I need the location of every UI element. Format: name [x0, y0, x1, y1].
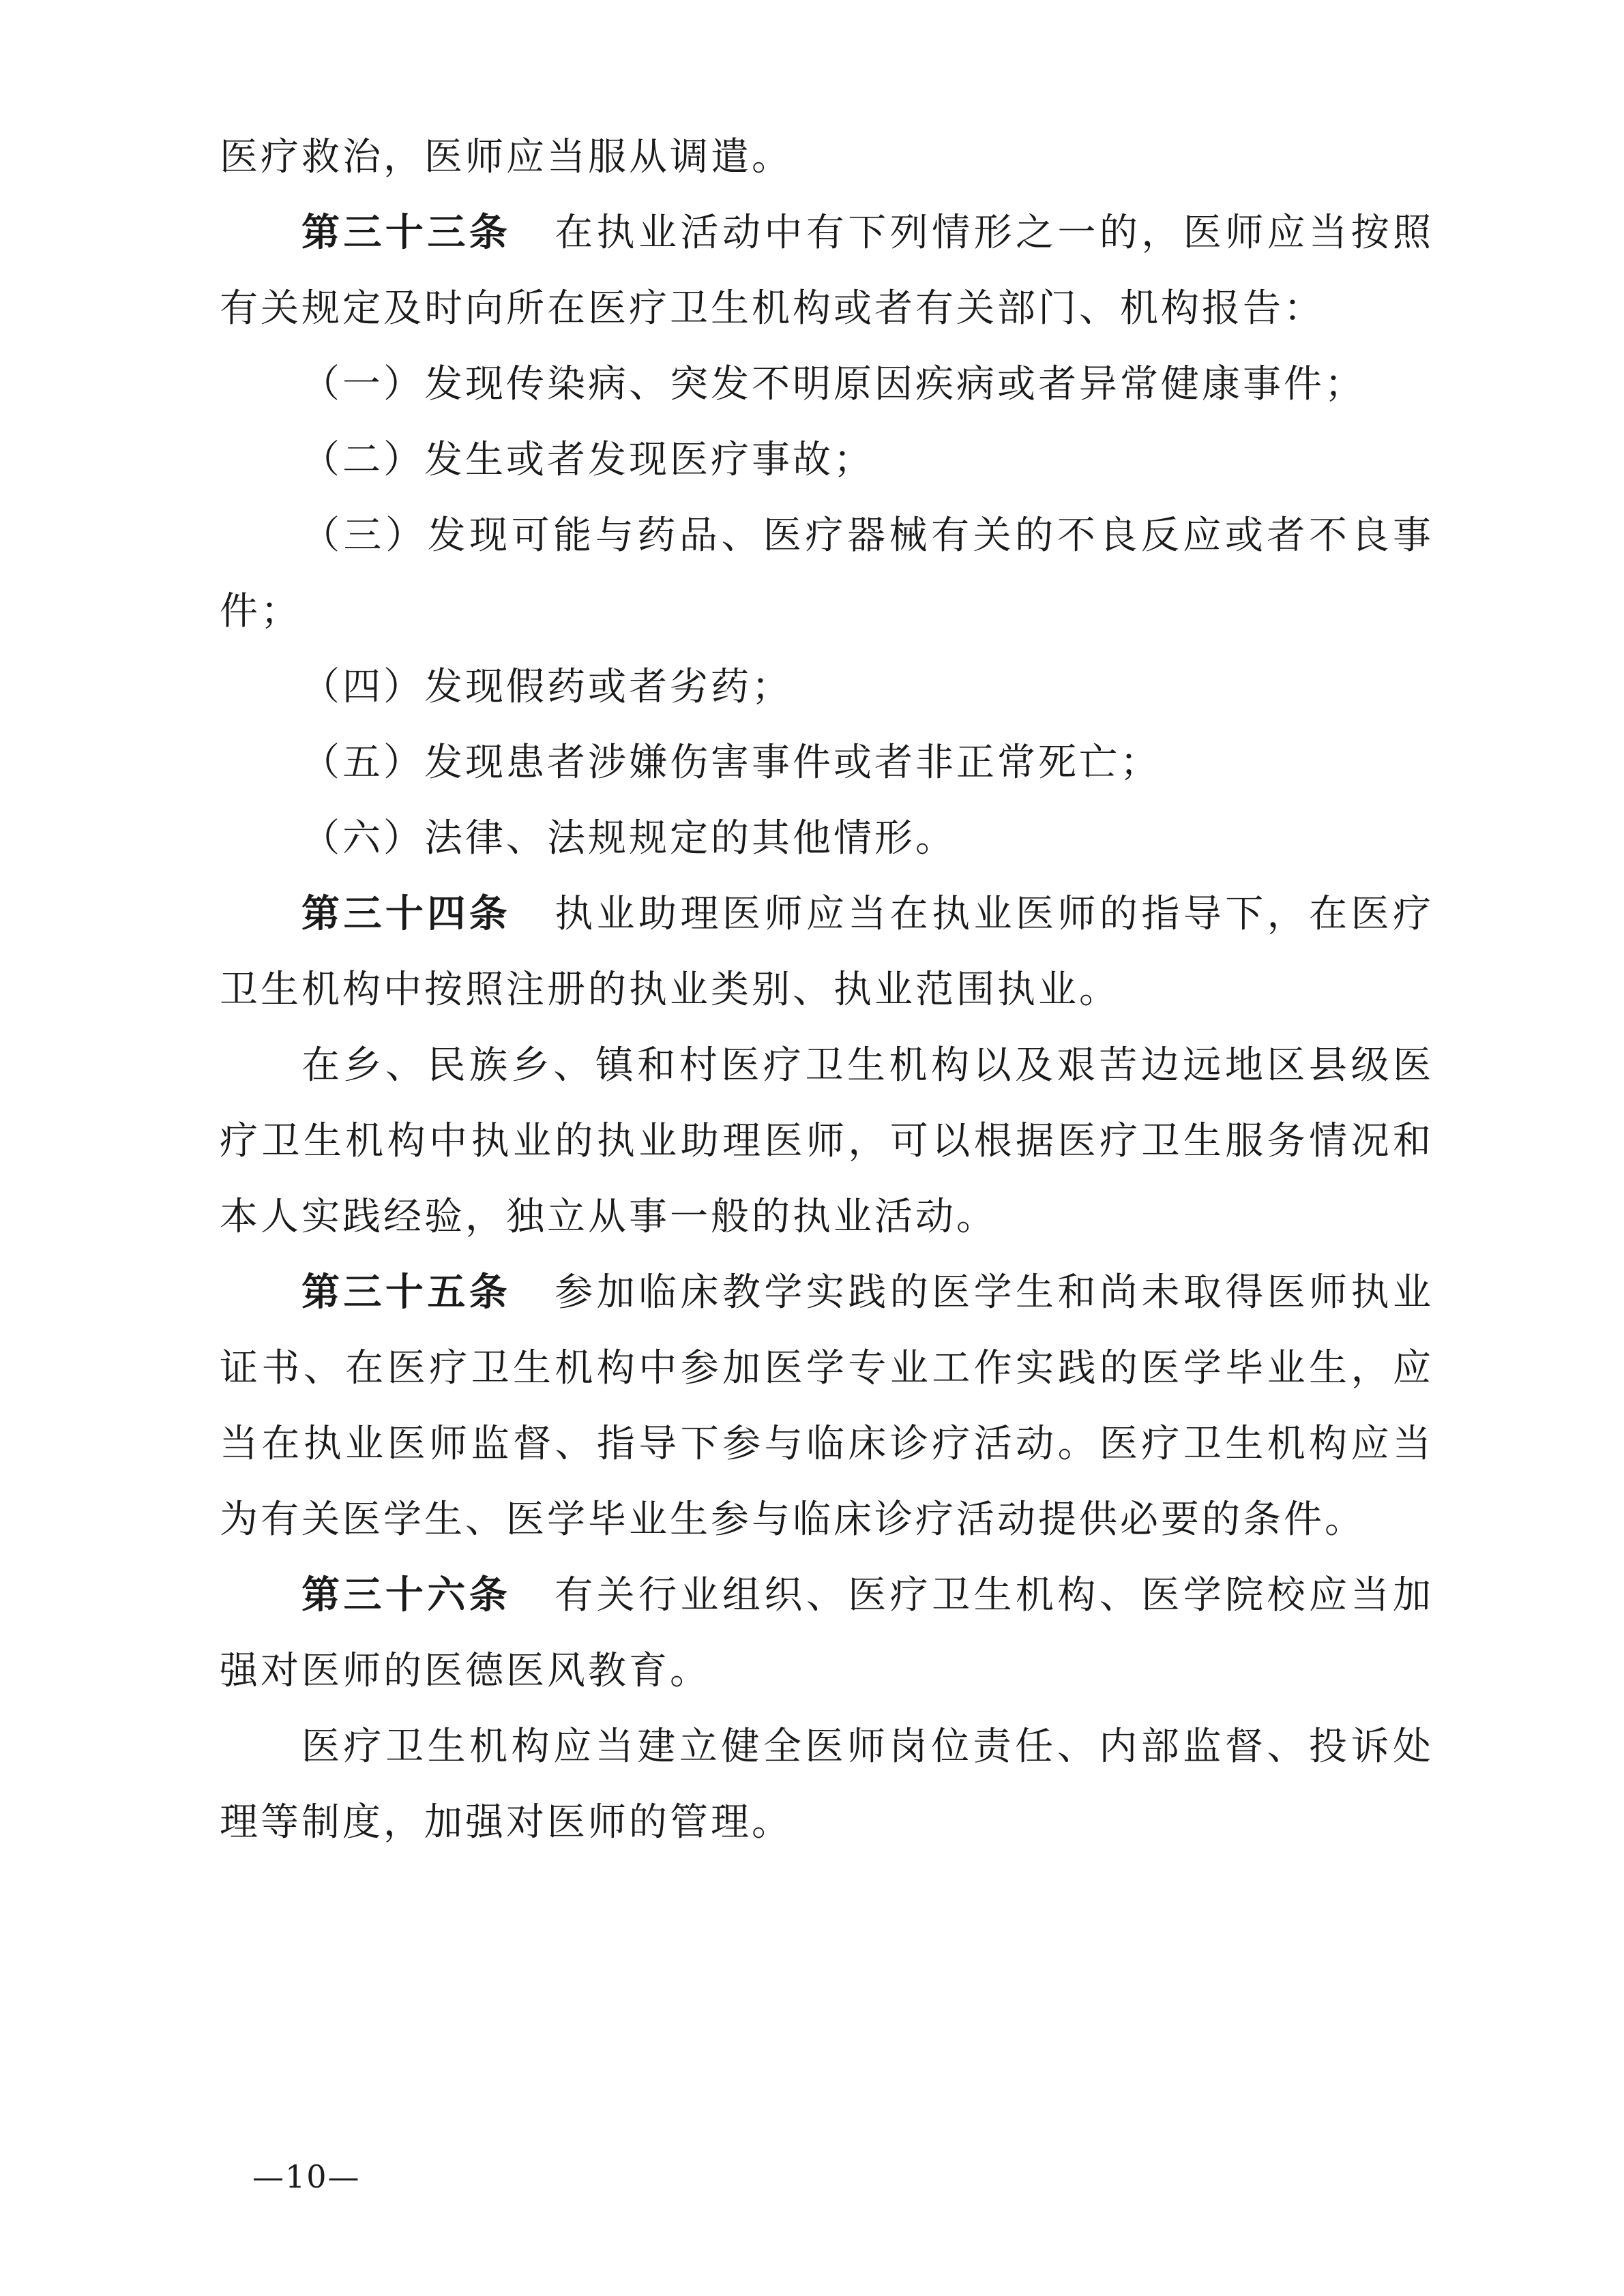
- list-item: [220, 725, 1434, 801]
- paragraph-text: 在执业活动中有下列情形之一的，医师应当按照有关规定及时向所在医疗卫生机构或者有关部门、机构报告：: [220, 211, 1434, 331]
- document-body: [220, 119, 1434, 1860]
- list-item: [220, 498, 1434, 649]
- paragraph-text: 在乡、民族乡、镇和村医疗卫生机构以及艰苦边远地区县级医疗卫生机构中执业的执业助理医师，可以根据医疗卫生服务情况和本人实践经验，独立从事一般的执业活动。: [220, 1043, 1434, 1239]
- article-36: [220, 1557, 1434, 1709]
- paragraph-text: （二）发生或者发现医疗事故；: [301, 438, 874, 482]
- paragraph-text: 医疗卫生机构应当建立健全医师岗位责任、内部监督、投诉处理等制度，加强对医师的管理。: [220, 1725, 1434, 1845]
- article-heading: 第三十六条: [301, 1573, 512, 1617]
- paragraph-text: 有关行业组织、医疗卫生机构、医学院校应当加强对医师的医德医风教育。: [220, 1573, 1434, 1693]
- article-35: [220, 1255, 1434, 1557]
- paragraph-text: （六）法律、法规规定的其他情形。: [301, 816, 956, 861]
- list-item: [220, 346, 1434, 422]
- paragraph-text: 参加临床教学实践的医学生和尚未取得医师执业证书、在医疗卫生机构中参加医学专业工作实践的医学毕业生，应当在执业医师监督、指导下参与临床诊疗活动。医疗卫生机构应当为有关医学生、医学毕业生参与临床诊疗活动提供必要的条件。: [220, 1270, 1434, 1542]
- paragraph-text: （一）发现传染病、突发不明原因疾病或者异常健康事件；: [301, 362, 1365, 406]
- list-item: [220, 801, 1434, 876]
- list-item: [220, 422, 1434, 498]
- page-number: —10—: [252, 2158, 361, 2195]
- paragraph-text: 医疗救治，医师应当服从调遣。: [220, 135, 793, 179]
- paragraph: [220, 1709, 1434, 1860]
- paragraph-text: （五）发现患者涉嫌伤害事件或者非正常死亡；: [301, 741, 1161, 785]
- article-heading: 第三十四条: [301, 892, 512, 936]
- list-item: [220, 649, 1434, 725]
- paragraph: [220, 1028, 1434, 1255]
- paragraph-text: （四）发现假药或者劣药；: [301, 665, 793, 709]
- paragraph-continuation: [220, 119, 1434, 195]
- article-heading: 第三十五条: [301, 1270, 512, 1315]
- article-34: [220, 876, 1434, 1028]
- paragraph-text: 执业助理医师应当在执业医师的指导下，在医疗卫生机构中按照注册的执业类别、执业范围执业。: [220, 892, 1434, 1012]
- article-33: [220, 195, 1434, 346]
- paragraph-text: （三）发现可能与药品、医疗器械有关的不良反应或者不良事件；: [220, 513, 1434, 633]
- article-heading: 第三十三条: [301, 211, 512, 255]
